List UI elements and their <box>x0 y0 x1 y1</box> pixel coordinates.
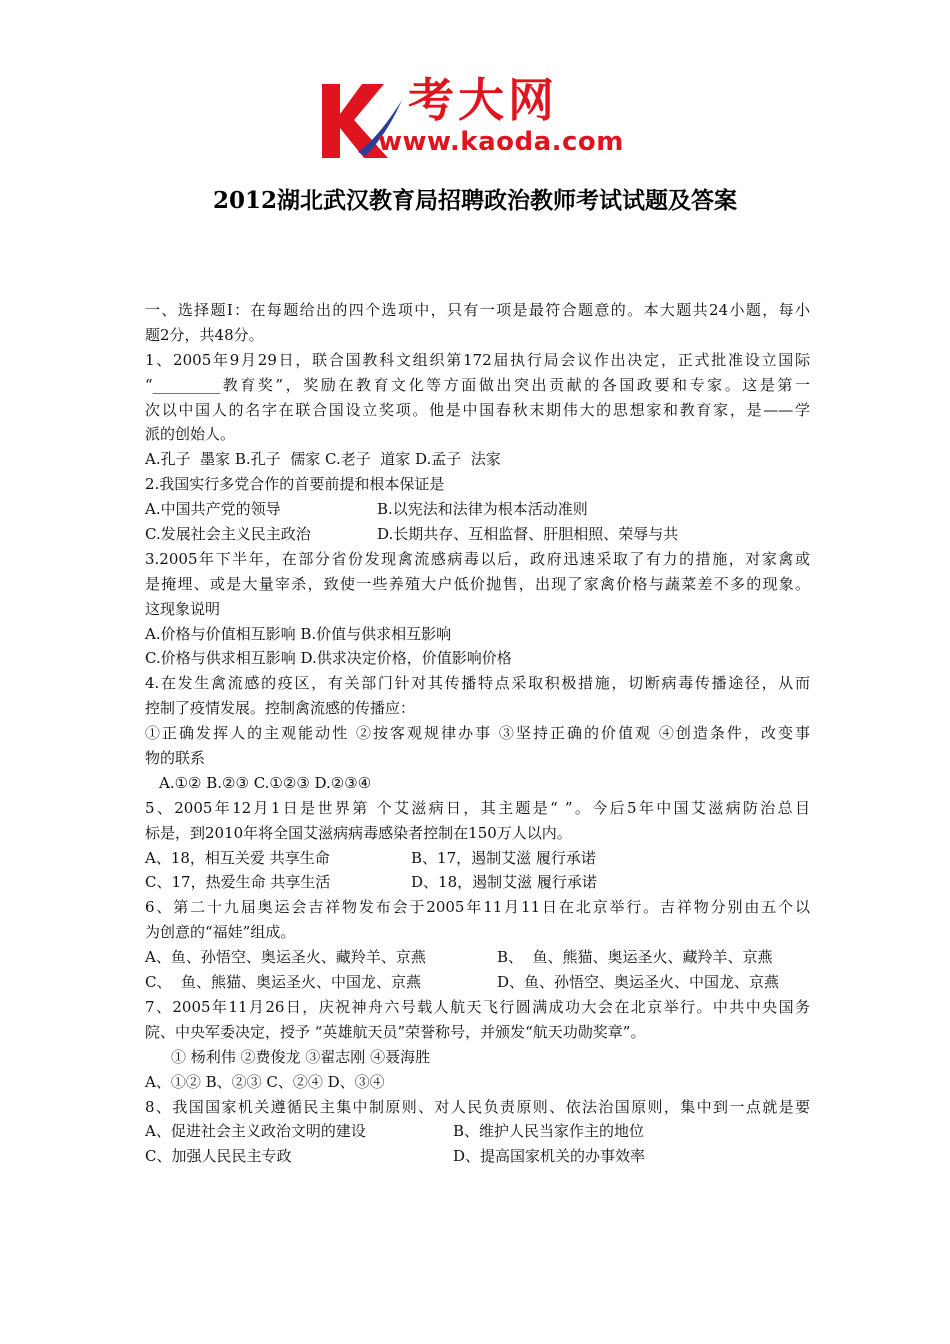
question-5-options-row <box>145 870 810 895</box>
option-a: A.中国共产党的领导 <box>145 500 281 519</box>
question-1-stem: “_________教育奖”，奖励在教育文化等方面做出突出贡献的各国政要和专家。这是第一 <box>145 375 810 394</box>
question-5-stem: 标是，到2010年将全国艾滋病病毒感染者控制在150万人以内。 <box>145 823 572 842</box>
option-c: C、加强人民民主专政 <box>145 1147 292 1166</box>
question-5-stem: 5、2005年12月1日是世界第 个艾滋病日，其主题是“ ”。今后5年中国艾滋病防治总目 <box>145 798 810 817</box>
question-6-stem: 为创意的“福娃”组成。 <box>145 923 296 942</box>
option-a: A、鱼、孙悟空、奥运圣火、藏羚羊、京燕 <box>145 948 426 967</box>
section-intro-line: 题2分，共48分。 <box>145 325 264 344</box>
question-1-options: A.孔子 墨家 B.孔子 儒家 C.老子 道家 D.孟子 法家 <box>145 450 501 469</box>
question-3-stem: 3.2005年下半年，在部分省份发现禽流感病毒以后，政府迅速采取了有力的措施，对家禽或 <box>145 549 810 568</box>
question-1-stem: 派的创始人。 <box>145 425 236 444</box>
question-4-stem: 控制了疫情发展。控制禽流感的传播应： <box>145 699 416 718</box>
question-3-stem: 是掩埋、或是大量宰杀，致使一些养殖大户低价抛售，出现了家禽价格与蔬菜差不多的现象。 <box>145 574 810 593</box>
question-4-options: A.①② B.②③ C.①②③ D.②③④ <box>159 773 372 792</box>
question-7-options: A、①② B、②③ C、②④ D、③④ <box>145 1072 385 1091</box>
question-2-options-row <box>145 497 810 522</box>
question-4-stem: 物的联系 <box>145 749 206 768</box>
question-2-stem: 2.我国实行多党合作的首要前提和根本保证是 <box>145 475 445 494</box>
question-5-options-row <box>145 846 810 871</box>
question-7-stem: 院、中央军委决定，授予 “英雄航天员”荣誉称号，并颁发“航天功勋奖章”。 <box>145 1022 646 1041</box>
option-c: C、 鱼、熊猫、奥运圣火、中国龙、京燕 <box>145 973 422 992</box>
option-b: B、维护人民当家作主的地位 <box>453 1122 645 1141</box>
document-title: 2012湖北武汉教育局招聘政治教师考试试题及答案 <box>212 187 737 214</box>
option-b: B、17，遏制艾滋 履行承诺 <box>411 848 596 867</box>
question-3-options: C.价格与供求相互影响 D.供求决定价格，价值影响价格 <box>145 649 512 668</box>
option-a: A、18，相互关爱 共享生命 <box>145 848 330 867</box>
option-d: D、提高国家机关的办事效率 <box>453 1147 646 1166</box>
option-c: C.发展社会主义民主政治 <box>145 525 311 544</box>
question-8-stem: 8、我国国家机关遵循民主集中制原则、对人民负责原则、依法治国原则，集中到一点就是要 <box>145 1097 810 1116</box>
question-6-stem: 6、第二十九届奥运会吉祥物发布会于2005年11月11日在北京举行。吉祥物分别由五个以 <box>145 898 810 917</box>
document-body <box>145 298 810 1169</box>
kaoda-logo <box>318 73 648 168</box>
option-a: A、促进社会主义政治文明的建设 <box>145 1122 366 1141</box>
question-7-stem: 7、2005年11月26日，庆祝神舟六号载人航天飞行圆满成功大会在北京举行。中共中央国务 <box>145 997 810 1016</box>
question-4-stem: ①正确发挥人的主观能动性 ②按客观规律办事 ③坚持正确的价值观 ④创造条件，改变事 <box>145 724 810 743</box>
question-6-options-row <box>145 970 810 995</box>
option-b: B.以宪法和法律为根本活动准则 <box>377 500 588 519</box>
option-d: D.长期共存、互相监督、肝胆相照、荣辱与共 <box>377 525 679 544</box>
question-4-stem: 4.在发生禽流感的疫区，有关部门针对其传播特点采取积极措施，切断病毒传播途径，从而 <box>145 674 810 693</box>
question-2-options-row <box>145 522 810 547</box>
section-intro-line: 一、选择题Ⅰ：在每题给出的四个选项中，只有一项是最符合题意的。本大题共24小题，每小 <box>145 301 810 319</box>
question-6-options-row <box>145 945 810 970</box>
question-3-options: A.价格与价值相互影响 B.价值与供求相互影响 <box>145 624 452 643</box>
logo-brand-chinese: 考大网 <box>408 73 558 127</box>
question-8-options-row <box>145 1144 810 1169</box>
question-7-list: ① 杨利伟 ②费俊龙 ③翟志刚 ④聂海胜 <box>171 1047 431 1066</box>
logo-brand-url: www.kaoda.com <box>378 127 624 157</box>
option-c: C、17，热爱生命 共享生活 <box>145 873 331 892</box>
option-b: B、 鱼、熊猫、奥运圣火、藏羚羊、京燕 <box>497 948 773 967</box>
question-8-options-row <box>145 1119 810 1144</box>
option-d: D、18，遏制艾滋 履行承诺 <box>411 873 597 892</box>
option-d: D、鱼、孙悟空、奥运圣火、中国龙、京燕 <box>497 973 780 992</box>
question-3-stem: 这现象说明 <box>145 599 221 618</box>
question-1-stem: 次以中国人的名字在联合国设立奖项。他是中国春秋末期伟大的思想家和教育家，是——学 <box>145 400 810 419</box>
question-1-stem: 1、2005年9月29日，联合国教科文组织第172届执行局会议作出决定，正式批准设立国际 <box>145 350 810 369</box>
